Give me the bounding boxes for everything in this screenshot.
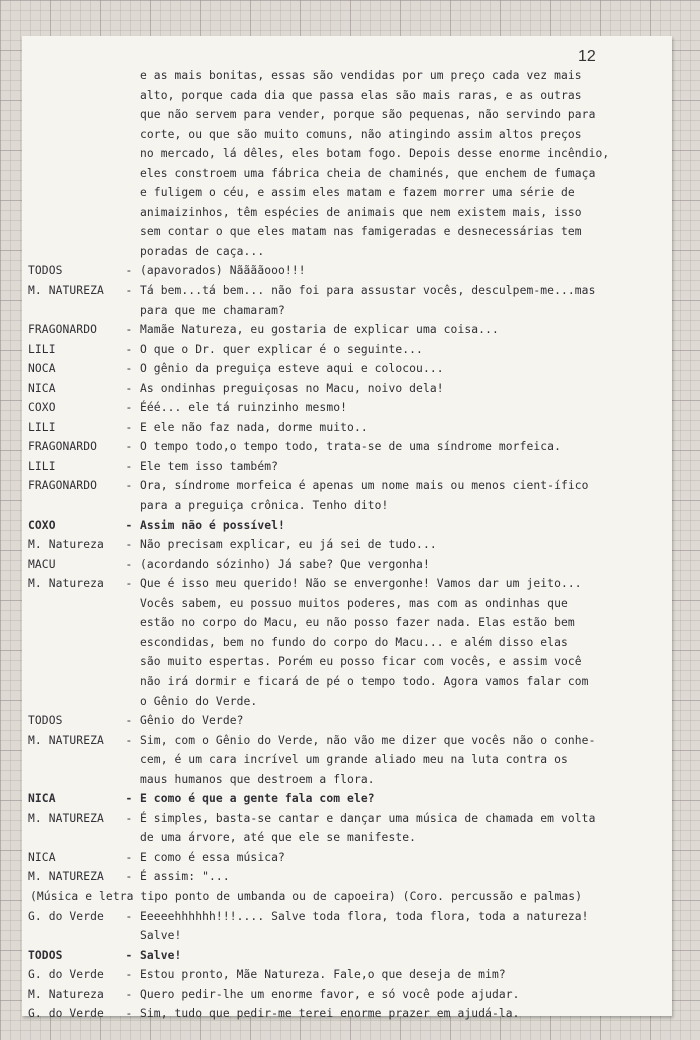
script-line [28,1004,668,1024]
speaker-name [28,633,118,653]
dialogue-dash [118,144,140,164]
speaker-name: FRAGONARDO [28,479,98,493]
dialogue-text: O tempo todo,o tempo todo, trata-se de uma síndrome morfeica. [140,440,561,454]
script-line [28,359,668,379]
dialogue-dash [118,652,140,672]
dialogue-dash [118,692,140,712]
dialogue-text: Ééé... ele tá ruinzinho mesmo! [140,401,348,415]
speaker-name [28,86,118,106]
speaker-name: LILI [28,342,56,356]
dialogue-dash: - [125,518,133,532]
speaker-name: LILI [28,459,56,473]
dialogue-dash [118,770,140,790]
dialogue-dash: - [125,459,133,473]
script-line [28,340,668,360]
dialogue-dash [118,613,140,633]
dialogue-text: e as mais bonitas, essas são vendidas por um preço cada vez mais [140,69,582,82]
speaker-name: FRAGONARDO [28,440,98,454]
script-page [22,36,672,1021]
dialogue-text: (apavorados) Nããããooo!!! [140,264,306,278]
dialogue-text: Sim, tudo que pedir-me terei enorme prazer em ajudá-la. [140,1007,520,1021]
dialogue-dash [118,672,140,692]
script-line [28,457,668,477]
script-line [28,125,668,145]
script-line [28,887,668,907]
speaker-name: M. NATUREZA [28,811,104,825]
dialogue-text: corte, ou que são muito comuns, não atingindo assim altos preços [140,127,582,141]
script-line [28,731,668,751]
script-line [28,692,668,712]
script-line [28,183,668,203]
dialogue-dash: - [125,948,133,962]
dialogue-dash: - [125,538,133,552]
dialogue-dash: - [125,987,133,1001]
stage-direction: (Música e letra tipo ponto de umbanda ou de capoeira) (Coro. percussão e palmas) [30,889,583,903]
speaker-name [28,242,118,262]
script-line [28,379,668,399]
dialogue-lines [28,66,668,1024]
dialogue-dash [118,66,140,86]
script-line [28,672,668,692]
script-line [28,496,668,516]
dialogue-text: o Gênio do Verde. [140,694,258,708]
dialogue-text: Sim, com o Gênio do Verde, não vão me dizer que vocês não o conhe- [140,733,596,747]
speaker-name: COXO [28,518,56,532]
speaker-name [28,203,118,223]
dialogue-text: Tá bem...tá bem... não foi para assustar vocês, desculpem-me...mas [140,284,596,298]
dialogue-text: para a preguiça crônica. Tenho dito! [140,499,389,513]
dialogue-dash: - [125,1007,133,1021]
dialogue-dash: - [125,264,133,278]
speaker-name [28,594,118,614]
speaker-name [28,222,118,242]
dialogue-dash: - [125,323,133,337]
speaker-name: M. Natureza [28,577,104,591]
script-line [28,437,668,457]
dialogue-dash: - [125,362,133,376]
dialogue-dash: - [125,284,133,298]
dialogue-text: Estou pronto, Mãe Natureza. Fale,o que deseja de mim? [140,968,506,982]
speaker-name: M. Natureza [28,987,104,1001]
dialogue-dash [118,750,140,770]
dialogue-text: poradas de caça... [140,244,265,258]
script-line [28,867,668,887]
dialogue-text: O que o Dr. quer explicar é o seguinte... [140,342,423,356]
script-line [28,711,668,731]
dialogue-text: Vocês sabem, eu possuo muitos poderes, mas com as ondinhas que [140,596,568,610]
dialogue-dash: - [125,420,133,434]
speaker-name: NICA [28,850,56,864]
script-line [28,594,668,614]
dialogue-text: estão no corpo do Macu, eu não posso fazer nada. Elas estão bem [140,616,575,630]
script-line [28,907,668,927]
script-line [28,555,668,575]
speaker-name: G. do Verde [28,968,104,982]
dialogue-dash [118,828,140,848]
script-line [28,242,668,262]
speaker-name: G. do Verde [28,909,104,923]
script-line [28,633,668,653]
speaker-name: LILI [28,420,56,434]
dialogue-text: eles constroem uma fábrica cheia de chaminés, que enchem de fumaça [140,166,596,180]
script-line [28,828,668,848]
dialogue-text: Eeeeehhhhhh!!!.... Salve toda flora, toda flora, toda a natureza! [140,909,589,923]
dialogue-dash [118,496,140,516]
dialogue-dash: - [125,479,133,493]
dialogue-text: no mercado, lá dêles, eles botam fogo. Depois desse enorme incêndio, [140,147,610,161]
speaker-name [28,750,118,770]
dialogue-text: que não servem para vender, porque são pequenas, não servindo para [140,108,596,122]
dialogue-dash [118,301,140,321]
dialogue-dash [118,105,140,125]
script-line [28,652,668,672]
speaker-name: M. NATUREZA [28,733,104,747]
dialogue-text: E como é que a gente fala com ele? [140,792,375,806]
dialogue-text: Não precisam explicar, eu já sei de tudo... [140,538,437,552]
speaker-name: TODOS [28,714,63,728]
dialogue-text: de uma árvore, até que ele se manifeste. [140,831,417,845]
dialogue-text: cem, é um cara incrível um grande aliado meu na luta contra os [140,753,568,767]
dialogue-dash [118,242,140,262]
dialogue-text: escondidas, bem no fundo do corpo do Macu... e além disso elas [140,635,568,649]
dialogue-text: maus humanos que destroem a flora. [140,772,375,786]
speaker-name [28,613,118,633]
speaker-name [28,164,118,184]
script-line [28,965,668,985]
speaker-name [28,692,118,712]
speaker-name: G. do Verde [28,1007,104,1021]
script-line [28,203,668,223]
dialogue-dash: - [125,850,133,864]
script-line [28,418,668,438]
dialogue-dash [118,926,140,946]
speaker-name [28,652,118,672]
dialogue-text: E ele não faz nada, dorme muito.. [140,420,368,434]
speaker-name: TODOS [28,948,63,962]
script-line [28,105,668,125]
script-line [28,516,668,536]
dialogue-text: Salve! [140,948,182,962]
speaker-name [28,66,118,86]
script-line [28,261,668,281]
script-line [28,946,668,966]
dialogue-dash: - [125,440,133,454]
speaker-name [28,828,118,848]
script-line [28,770,668,790]
dialogue-dash: - [125,870,133,884]
speaker-name [28,926,118,946]
speaker-name [28,770,118,790]
speaker-name [28,672,118,692]
dialogue-text: alto, porque cada dia que passa elas são mais raras, e as outras [140,88,582,102]
script-line [28,750,668,770]
speaker-name: M. NATUREZA [28,284,104,298]
dialogue-dash: - [125,909,133,923]
script-line [28,66,668,86]
script-line [28,398,668,418]
speaker-name [28,496,118,516]
script-line [28,281,668,301]
dialogue-text: É assim: "... [140,870,230,884]
speaker-name: TODOS [28,264,63,278]
script-line [28,574,668,594]
dialogue-dash: - [125,342,133,356]
dialogue-text: As ondinhas preguiçosas no Macu, noivo dela! [140,381,444,395]
dialogue-text: Mamãe Natureza, eu gostaria de explicar uma coisa... [140,323,499,337]
dialogue-text: (acordando sózinho) Já sabe? Que vergonha! [140,557,430,571]
dialogue-dash: - [125,401,133,415]
script-line [28,301,668,321]
script-line [28,848,668,868]
dialogue-dash [118,183,140,203]
dialogue-text: E como é essa música? [140,850,285,864]
dialogue-text: É simples, basta-se cantar e dançar uma música de chamada em volta [140,811,596,825]
script-line [28,222,668,242]
script-line [28,809,668,829]
speaker-name [28,144,118,164]
dialogue-dash: - [125,733,133,747]
dialogue-text: Gênio do Verde? [140,714,244,728]
speaker-name: FRAGONARDO [28,323,98,337]
dialogue-text: Quero pedir-lhe um enorme favor, e só você pode ajudar. [140,987,520,1001]
dialogue-text: são muito espertas. Porém eu posso ficar com vocês, e assim você [140,655,582,669]
speaker-name: M. NATUREZA [28,870,104,884]
dialogue-dash: - [125,792,133,806]
dialogue-dash: - [125,557,133,571]
dialogue-text: não irá dormir e ficará de pé o tempo todo. Agora vamos falar com [140,674,589,688]
speaker-name [28,183,118,203]
dialogue-dash: - [125,577,133,591]
script-line [28,164,668,184]
dialogue-dash [118,222,140,242]
script-line [28,320,668,340]
dialogue-text: e fuligem o céu, e assim eles matam e fazem morrer uma série de [140,186,575,200]
script-line [28,535,668,555]
dialogue-text: Assim não é possível! [140,518,285,532]
dialogue-text: animaizinhos, têm espécies de animais que nem existem mais, isso [140,205,582,219]
dialogue-dash [118,594,140,614]
dialogue-text: Ele tem isso também? [140,459,279,473]
dialogue-dash [118,125,140,145]
script-line [28,985,668,1005]
dialogue-dash [118,633,140,653]
dialogue-text: O gênio da preguiça esteve aqui e colocou... [140,362,444,376]
speaker-name: NICA [28,381,56,395]
dialogue-text: Que é isso meu querido! Não se envergonhe! Vamos dar um jeito... [140,577,582,591]
script-line [28,926,668,946]
script-line [28,613,668,633]
speaker-name [28,301,118,321]
speaker-name [28,105,118,125]
speaker-name: M. Natureza [28,538,104,552]
dialogue-dash [118,164,140,184]
dialogue-dash [118,203,140,223]
dialogue-text: Ora, síndrome morfeica é apenas um nome mais ou menos cient-ífico [140,479,589,493]
script-line [28,789,668,809]
page-number: 12 [578,48,596,65]
dialogue-dash: - [125,968,133,982]
dialogue-dash [118,86,140,106]
script-line [28,476,668,496]
dialogue-dash: - [125,811,133,825]
speaker-name: MACU [28,557,56,571]
speaker-name: NOCA [28,362,56,376]
script-line [28,86,668,106]
script-line [28,144,668,164]
speaker-name [28,125,118,145]
dialogue-text: para que me chamaram? [140,303,285,317]
dialogue-text: sem contar o que eles matam nas famigeradas e desnecessárias tem [140,225,582,239]
speaker-name: NICA [28,792,56,806]
dialogue-dash: - [125,381,133,395]
speaker-name: COXO [28,401,56,415]
dialogue-dash: - [125,714,133,728]
dialogue-text: Salve! [140,929,182,943]
